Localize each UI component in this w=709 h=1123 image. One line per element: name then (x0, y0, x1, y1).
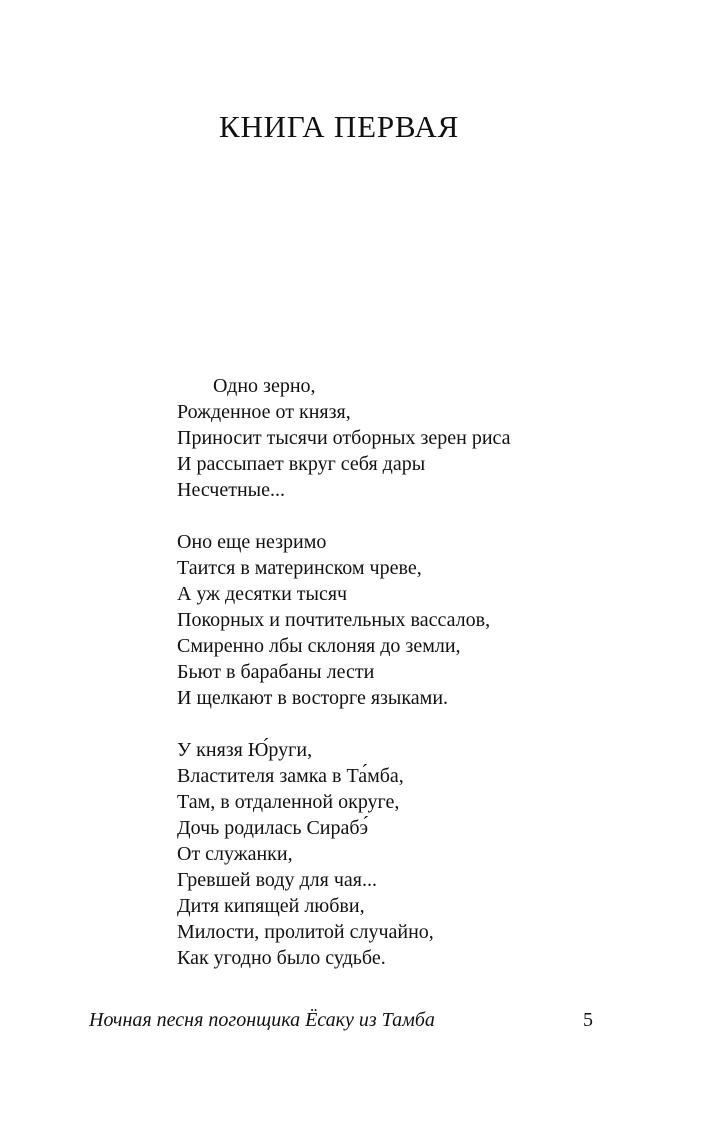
poem-line: Дочь родилась Сирабэ́ (177, 817, 369, 839)
poem-line: А уж десятки тысяч (177, 583, 348, 605)
poem-line: Гревшей воду для чая... (177, 869, 377, 891)
poem-line: Несчетные... (177, 479, 285, 501)
poem-line: От служанки, (177, 843, 293, 865)
poem-line: Рожденное от князя, (177, 401, 351, 423)
poem-line: Властителя замка в Та́мба, (177, 765, 404, 787)
poem-line: Смиренно лбы склоняя до земли, (177, 635, 461, 657)
poem-line: Милости, пролитой случайно, (177, 921, 434, 943)
poem (177, 373, 617, 971)
poem-line: У князя Ю́руги, (177, 739, 313, 761)
poem-line: Покорных и почтительных вассалов, (177, 609, 491, 631)
stanza-3 (177, 737, 617, 971)
poem-line: Дитя кипящей любви, (177, 895, 365, 917)
poem-line: И щелкают в восторге языками. (177, 687, 449, 709)
poem-line: Там, в отдаленной округе, (177, 791, 400, 813)
running-title: Ночная песня погонщика Ёсаку из Тамба (89, 1009, 435, 1031)
page-title: КНИГА ПЕРВАЯ (219, 109, 460, 144)
poem-line: Таится в материнском чреве, (177, 557, 422, 579)
stanza-1 (177, 373, 617, 503)
poem-line: Бьют в барабаны лести (177, 661, 375, 683)
poem-line: И рассыпает вкруг себя дары (177, 453, 426, 475)
page-number: 5 (583, 1009, 593, 1031)
stanza-2 (177, 529, 617, 711)
poem-line: Как угодно было судьбе. (177, 947, 386, 969)
poem-line: Приносит тысячи отборных зерен риса (177, 427, 511, 449)
poem-line: Оно еще незримо (177, 531, 327, 553)
poem-line: Одно зерно, (213, 375, 316, 397)
